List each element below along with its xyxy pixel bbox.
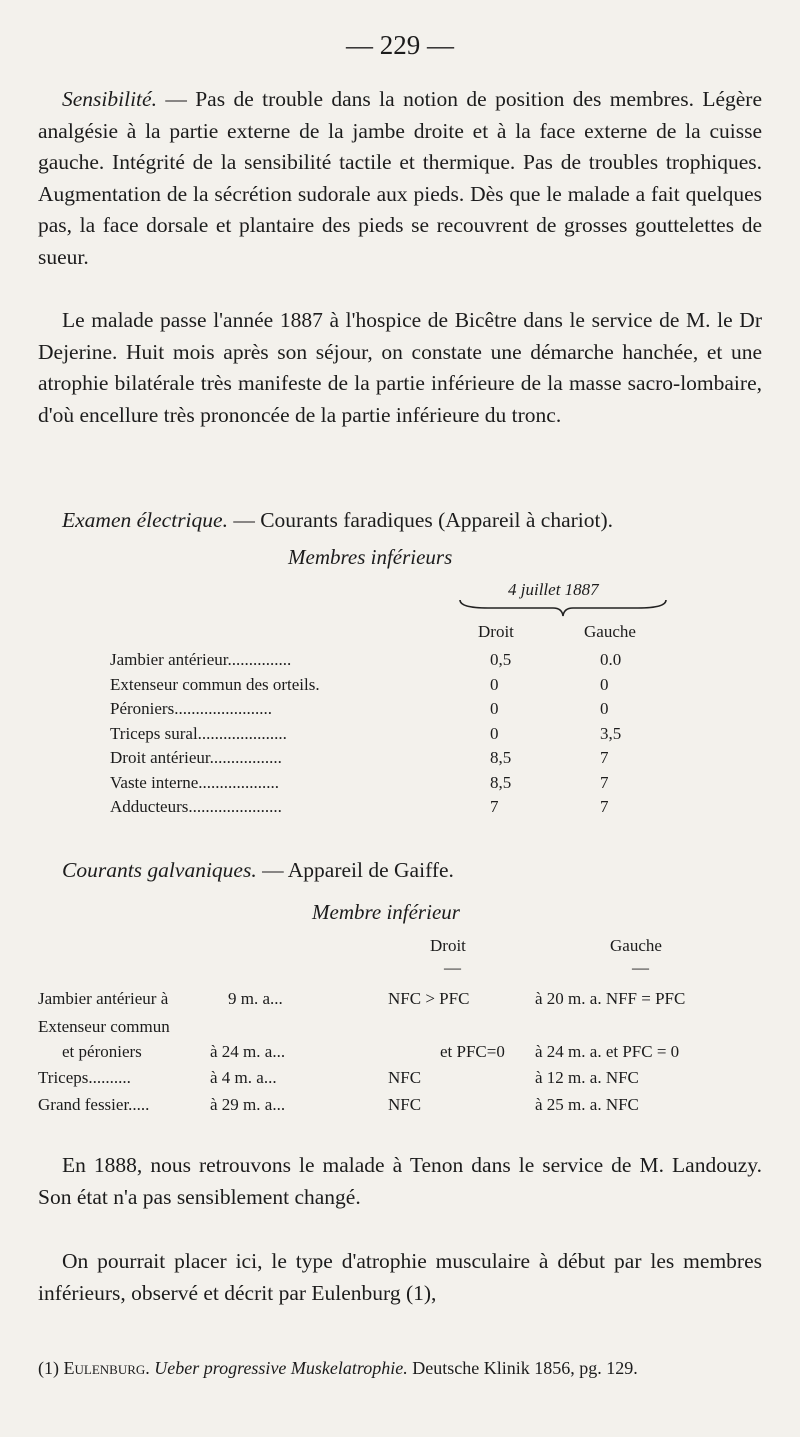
paragraph-text: On pourrait placer ici, le type d'atrophie musculaire à début par les membres inférieurs, observé et décrit par Eulenburg (1), — [38, 1249, 762, 1305]
table1-date: 4 juillet 1887 — [508, 580, 599, 599]
row-label: Vaste interne................... — [110, 772, 280, 792]
row-label: Triceps sural..................... — [110, 723, 287, 743]
value-gauche: à 24 m. a. et PFC = 0 — [535, 1042, 680, 1061]
row-label: Jambier antérieur............... — [110, 650, 292, 669]
value-gauche: à 12 m. a. NFC — [535, 1068, 639, 1087]
value-gauche: à 25 m. a. NFC — [535, 1095, 639, 1114]
paragraph-text: — Pas de trouble dans la notion de position des membres. Légère analgésie à la partie externe de la jambe droite et à la face externe de la cuisse gauche. Intégrité de la sensibilité tactile et thermique. Pas de troubles trophiques. Augmentation de la sécrétion sudorale aux pieds. Dès que le malade a fait quelques pas, la face dorsale et plantaire des pieds se recouvrent de grosses gouttelettes de sueur. — [38, 87, 762, 269]
value-droit: 0 — [490, 699, 499, 718]
row-distance: 9 m. a... — [228, 989, 283, 1008]
value-gauche: 0 — [600, 674, 609, 694]
page-number: — 229 — — [346, 30, 454, 60]
paragraph-sensibilite — [38, 84, 762, 274]
row-label: Jambier antérieur à — [38, 989, 169, 1008]
table2-dash-gauche: — — [632, 958, 649, 977]
paragraph-galvaniques — [38, 855, 762, 887]
paragraph-text: Le malade passe l'année 1887 à l'hospice de Bicêtre dans le service de M. le Dr Dejerine. Huit mois après son séjour, on constate une démarche hanchée, et une atrophie bilatérale très manifeste de la partie inférieure de la masse sacro-lombaire, d'où encellure très prononcée de la partie inférieure du tronc. — [38, 308, 762, 427]
row-label: Extenseur commun des orteils. — [110, 674, 320, 694]
value-droit: 0 — [490, 723, 499, 743]
row-label: Extenseur commun — [38, 1017, 170, 1036]
table1-col-gauche: Gauche — [584, 622, 636, 641]
section-lead: Courants galvaniques. — [62, 858, 257, 882]
row-label: et péroniers — [62, 1042, 142, 1061]
row-label: Grand fessier..... — [38, 1095, 150, 1114]
value-droit: 8,5 — [490, 748, 512, 767]
value-droit: NFC — [388, 1068, 422, 1087]
row-label: Péroniers....................... — [110, 699, 272, 718]
value-droit: 0,5 — [490, 650, 512, 669]
value-gauche: 3,5 — [600, 723, 622, 743]
value-gauche: 7 — [600, 748, 609, 767]
table2-col-gauche: Gauche — [610, 936, 662, 955]
footnote-mark: (1) — [38, 1358, 59, 1378]
section-lead: Sensibilité. — [62, 87, 157, 111]
row-distance: à 4 m. a... — [210, 1068, 277, 1087]
section-lead: Examen électrique. — [62, 508, 228, 532]
paragraph-bicetre — [38, 305, 762, 431]
value-droit: 8,5 — [490, 772, 512, 792]
footnote — [38, 1355, 762, 1382]
paragraph-text: — Appareil de Gaiffe. — [256, 858, 454, 882]
paragraph-text: — Courants faradiques (Appareil à chariot). — [227, 508, 614, 532]
paragraph-text: En 1888, nous retrouvons le malade à Tenon dans le service de M. Landouzy. Son état n'a pas sensiblement changé. — [38, 1153, 762, 1209]
paragraph-examen — [38, 505, 762, 537]
value-droit: 7 — [490, 797, 499, 816]
row-label: Triceps.......... — [38, 1068, 131, 1087]
brace-icon — [458, 598, 668, 618]
value-droit: 0 — [490, 674, 499, 694]
row-distance: à 24 m. a... — [210, 1042, 286, 1061]
value-gauche: 0 — [600, 699, 609, 718]
table2-subtitle: Membre inférieur — [312, 900, 460, 924]
paragraph-eulenburg — [38, 1246, 762, 1309]
row-label: Droit antérieur................. — [110, 748, 282, 767]
paragraph-tenon — [38, 1150, 762, 1213]
value-droit: NFC > PFC — [388, 989, 470, 1008]
footnote-rest: Deutsche Klinik 1856, pg. 129. — [407, 1358, 638, 1378]
footnote-author: Eulenburg. — [63, 1358, 150, 1378]
value-gauche: 0.0 — [600, 650, 622, 669]
table2-dash-droit: — — [444, 958, 461, 977]
value-gauche: 7 — [600, 797, 609, 816]
value-droit: et PFC=0 — [440, 1042, 505, 1061]
value-droit: NFC — [388, 1095, 422, 1114]
value-gauche: à 20 m. a. NFF = PFC — [535, 989, 686, 1008]
table2-col-droit: Droit — [430, 936, 466, 955]
row-distance: à 29 m. a... — [210, 1095, 286, 1114]
value-gauche: 7 — [600, 772, 609, 792]
table1-subtitle: Membres inférieurs — [288, 545, 453, 569]
row-label: Adducteurs...................... — [110, 797, 282, 816]
footnote-title: Ueber progressive Muskelatrophie. — [154, 1358, 408, 1378]
table1-col-droit: Droit — [478, 622, 514, 641]
